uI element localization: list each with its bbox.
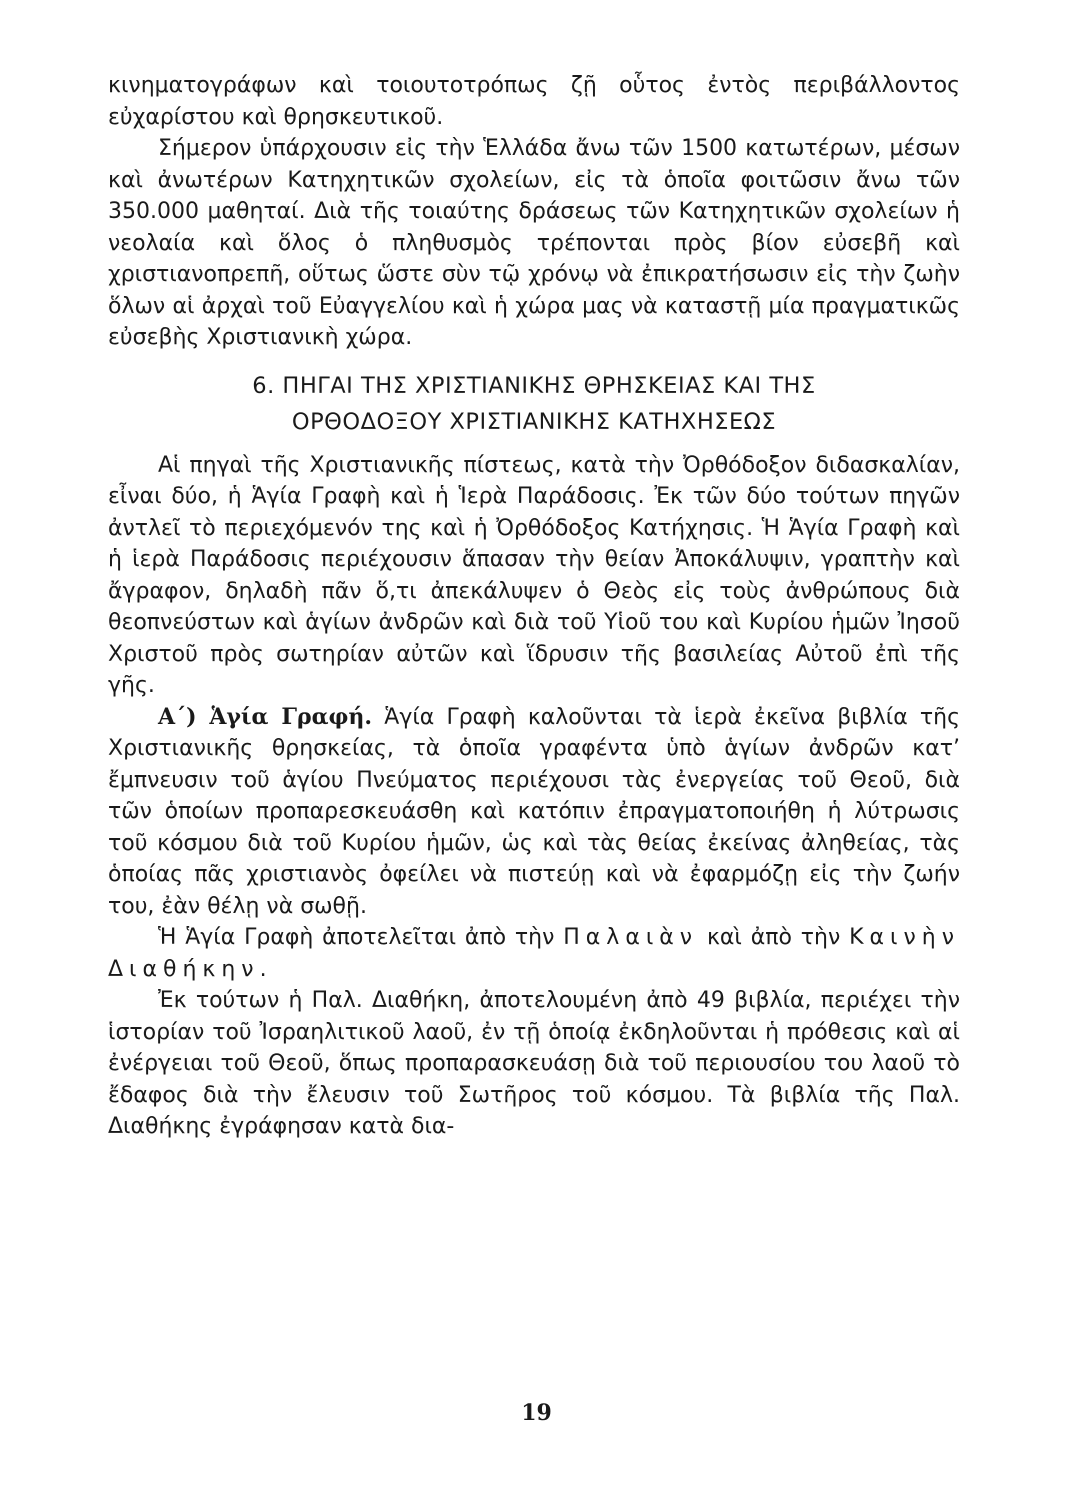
new-testament-term: Καινὴν Διαθήκην. — [108, 925, 960, 982]
paragraph-holy-scripture — [108, 702, 960, 923]
testaments-lead: Ἡ Ἁγία Γραφὴ ἀποτελεῖται ἀπὸ τὴν — [158, 925, 555, 950]
section-heading-line-2: ΟΡΘΟΔΟΞΟΥ ΧΡΙΣΤΙΑΝΙΚΗΣ ΚΑΤΗΧΗΣΕΩΣ — [291, 408, 777, 435]
old-testament-term: Παλαιὰν — [563, 925, 699, 950]
paragraph-intro: κινηματογράφων καὶ τοιουτοτρόπως ζῇ οὗτος ἐντὸς περιβάλλοντος εὐχαρίστου καὶ θρησκευτικοῦ. — [108, 73, 960, 130]
paragraph-testaments — [108, 922, 960, 985]
section-heading — [108, 368, 960, 440]
subheading-holy-scripture: Α΄) Ἁγία Γραφή. — [158, 703, 373, 730]
testaments-connector: καὶ ἀπὸ τὴν — [706, 925, 841, 950]
section-heading-line-1: 6. ΠΗΓΑΙ ΤΗΣ ΧΡΙΣΤΙΑΝΙΚΗΣ ΘΡΗΣΚΕΙΑΣ ΚΑΙ ΤΗΣ — [252, 372, 816, 399]
paragraph-sources: Αἱ πηγαὶ τῆς Χριστιανικῆς πίστεως, κατὰ τὴν Ὀρθόδοξον διδασκαλίαν, εἶναι δύο, ἡ Ἁγία Γραφὴ καὶ ἡ Ἱερὰ Παράδοσις. Ἐκ τῶν δύο τούτων πηγῶν ἀντλεῖ τὸ περιεχόμενόν της καὶ ἡ Ὀρθόδοξος Κατήχησις. Ἡ Ἁγία Γραφὴ καὶ ἡ ἱερὰ Παράδοσις περιέχουσιν ἅπασαν τὴν θείαν Ἀποκάλυψιν, γραπτὴν καὶ ἄγραφον, δηλαδὴ πᾶν ὅ,τι ἀπεκάλυψεν ὁ Θεὸς εἰς τοὺς ἀνθρώπους διὰ θεοπνεύστων καὶ ἁγίων ἀνδρῶν καὶ διὰ τοῦ Υἱοῦ του καὶ Κυρίου ἡμῶν Ἰησοῦ Χριστοῦ πρὸς σωτηρίαν αὐτῶν καὶ ἵδρυσιν τῆς βασιλείας Αὐτοῦ ἐπὶ τῆς γῆς. — [108, 452, 960, 698]
paragraph-old-testament: Ἐκ τούτων ἡ Παλ. Διαθήκη, ἀποτελουμένη ἀπὸ 49 βιβλία, περιέχει τὴν ἱστορίαν τοῦ Ἰσραηλιτικοῦ λαοῦ, ἐν τῇ ὁποίᾳ ἐκδηλοῦνται ἡ πρόθεσις καὶ αἱ ἐνέργειαι τοῦ Θεοῦ, ὅπως προπαρασκευάσῃ διὰ τοῦ περιουσίου του λαοῦ τὸ ἔδαφος διὰ τὴν ἔλευσιν τοῦ Σωτῆρος τοῦ κόσμου. Τὰ βιβλία τῆς Παλ. Διαθήκης ἐγράφησαν κατὰ δια- — [108, 988, 960, 1139]
paragraph-holy-scripture-text: Ἁγία Γραφὴ καλοῦνται τὰ ἱερὰ ἐκεῖνα βιβλία τῆς Χριστιανικῆς θρησκείας, τὰ ὁποῖα γραφέντα ὑπὸ ἁγίων ἀνδρῶν κατ’ ἔμπνευσιν τοῦ ἁγίου Πνεύματος περιέχουσι τὰς ἐνεργείας τοῦ Θεοῦ, διὰ τῶν ὁποίων προπαρεσκευάσθη καὶ κατόπιν ἐπραγματοποιήθη ἡ λύτρωσις τοῦ κόσμου διὰ τοῦ Κυρίου ἡμῶν, ὡς καὶ τὰς θείας ἐκείνας ἀληθείας, τὰς ὁποίας πᾶς χριστιανὸς ὀφείλει νὰ πιστεύῃ καὶ νὰ ἐφαρμόζῃ εἰς τὴν ζωήν του, ἐὰν θέλῃ νὰ σωθῇ. — [108, 704, 960, 919]
page-number: 19 — [521, 1400, 552, 1426]
paragraph-catechetical-schools: Σήμερον ὑπάρχουσιν εἰς τὴν Ἑλλάδα ἄνω τῶν 1500 κατωτέρων, μέσων καὶ ἀνωτέρων Κατηχητικῶν σχολείων, εἰς τὰ ὁποῖα φοιτῶσιν ἄνω τῶν 350.000 μαθηταί. Διὰ τῆς τοιαύτης δράσεως τῶν Κατηχητικῶν σχολείων ἡ νεολαία καὶ ὅλος ὁ πληθυσμὸς τρέπονται πρὸς βίον εὐσεβῆ καὶ χριστιανοπρεπῆ, οὕτως ὥστε σὺν τῷ χρόνῳ νὰ ἐπικρατήσωσιν εἰς τὴν ζωὴν ὅλων αἱ ἀρχαὶ τοῦ Εὐαγγελίου καὶ ἡ χώρα μας νὰ καταστῇ μία πραγματικῶς εὐσεβὴς Χριστιανικὴ χώρα. — [108, 136, 960, 350]
text-block — [108, 70, 960, 1143]
